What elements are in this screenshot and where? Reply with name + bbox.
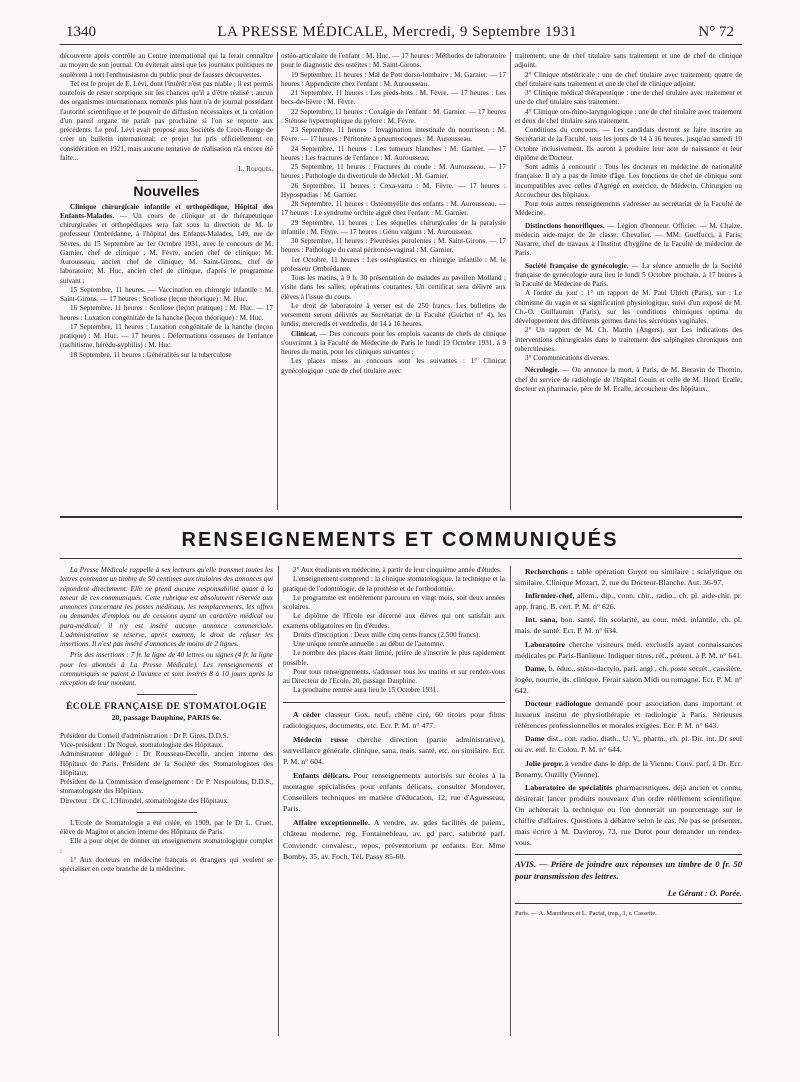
ad-body: allem., dip., conn. chir., radio., ch. pl. aide-chir. pr. app. franç. B. cert. P. M. n° 626. [515,591,742,612]
paragraph: Le nombre des places étant limité, prière de s'inscrire le plus rapidement possible. [283,649,505,667]
gerant-signature: Le Gérant : O. Porée. [515,888,742,903]
section-rule [60,516,742,518]
clinicat-heading: Clinicat. [291,329,318,338]
column-divider [510,566,511,1036]
schedule-item: 19 Septembre, 11 heures : Mal de Pott dorso-lombaire : M. Garnier. — 17 heures : Appendicite chez l'enfant : M. Aurousseau. [281,70,506,88]
paragraph: traitement; une de chef titulaire sans traitement et une de chef de clinique adjoint. [515,52,742,70]
top-column-3 [515,52,742,509]
ad-title: Affaire exceptionnelle. [293,818,370,828]
ecole-address: 20, passage Dauphine, PARIS 6e. [111,712,222,722]
paragraph: L'enseignement comprend : la clinique stomatologique, la technique et la pratique de l'odontologie, de la prothèse et de l'orthodontie. [283,575,505,593]
paragraph: Le diplôme de l'Ecole est décerné aux élèves qui ont satisfait aux examens obligatoires en fin d'études. [283,612,505,630]
divider [283,702,505,703]
paragraph: découverte après contrôle au Centre international qui la ferait connaître au moyen de son journal. On éviterait ainsi que les journaux politiques ne soulèvent à tort l'enthousiasme du public pour de fausses découvertes. [60,52,273,79]
ad-body: Pour renseignements autorisés sur écoles à la montagne spécialisées pour enfants délicats, consulter Mondover, Conseillers techniques en matière d'éducation, 12, rue d'Aguesseau, Paris. [283,770,505,814]
staff-entry: Président de la Commission d'enseignement : Dr P. Nespoulous, D.D.S., stomatologiste des Hôpitaux. [60,778,273,796]
paragraph: 3° Communications diverses. [525,354,610,362]
bottom-column-2 [283,566,505,1036]
schedule-item: 24 Septembre, 11 heures : Les tumeurs blanches : M. Garnier. — 17 heures : Les fractures de l'enfance : M. Aurousseau. [281,144,506,162]
paragraph: 2° Un rapport de M. Ch. Martin (Angers), sur Les indications des interventions chirurgicales dans le traitement des salpingites chroniques non tuberculeuses. [515,326,742,353]
ad-body: cherche direction (partie administrative), surveillance générale, clinique, sana, mais. santé, etc. ou similaire. Ecr. P. M. n° 604. [283,734,505,766]
paragraph: Elle a pour objet de donner un enseignement stomatologique complet : [60,837,273,855]
ad-title: Dame [525,734,545,744]
paragraph: La prochaine rentrée aura lieu le 15 Octobre 1931. [293,686,439,695]
paragraph: Pour tous renseignements, s'adresser tous les matins et sur rendez-vous au Directeur de l'Ecole, 20, passage Dauphine. [283,667,505,685]
necrologie-body: — On annonce la mort, à Paris, de M. Becavin de Thomin, chef du service de radiologie de l'hôpital Gouin et celle de M. Henri Ecalle, docteur en pharmacie, père de M. Ecalle, accoucheur des hôpitaux. [515,366,742,393]
ad-body: cherche visiteurs méd. exclusifs ayant connaissances médicales pr. Paris-Banlieue. Indiquer titres, réf., prétent. à P. M. n° 641. [515,639,742,660]
paragraph: Tel est le projet de E. Lévi, dont l'intérêt n'est pas niable ; il est permis toutefois de rester sceptique sur les chances qu'il a d'être réalisé ; aucun des organismes internationaux nommés plus haut n'a de journal possédant l'autorité scientifique et le pouvoir de diffusion nécessaires et la création d'un pareil organe ne paraît pas prochaine si l'on se reporte aux précédents. Le prof. Lévi avait proposé aux Sociétés de Croix-Rouge de créer un bulletin international; ce projet fut pris officiellement en considération en 1921, mais aucune tentative de réalisation n'a encore été faite... [60,79,273,162]
paragraph: Conditions du concours. — Les candidats devront se faire inscrire au Secrétariat de la Faculté, tous les jours de 14 à 16 heures, jusqu'au samedi 10 Octobre inclusivement. Ils auront à produire leur acte de naissance et leur diplôme de Docteur. [515,126,742,162]
ad-body: bon. santé, fin scolarité, au cour. méd. infantile, ch. pl. mais. de santé. Ecr. P. M. n° 634. [515,615,742,636]
distinctions-body: — Légion d'honneur. Officier. — M. Chaize, médecin aide-major de 2e classe. Chevalier. — MM. Guelfucci, à Paris; Navarre, chef de travaux à l'Institut d'hygiène de la Faculté de médecine de Paris. [515,221,742,258]
column-divider [278,566,279,1036]
divider [137,694,197,695]
ad-body: à vendre dans le dép. de la Vienne. Conv. parf. à Dr. Ecr. Bonamy, Ouzilly (Vienne). [515,758,742,779]
paragraph: Sont admis à concourir : Tous les docteurs en médecine de nationalité française. Il n'y a pas de limite d'âge. Les fonctions de chef de clinique sont incompatibles avec celles d'Agrégé en exercice, de Médecin, Chirurgien ou Accoucheur des hôpitaux. [515,163,742,199]
staff-entry: Vice-président : Dr Nogué, stomatologiste des Hôpitaux. [60,741,224,749]
distinctions-heading: Distinctions honorifiques. [525,221,605,230]
divider [137,812,197,813]
paragraph: 3° Clinique médical thérapeutique : une de chef titulaire avec traitement et une de chef titulaire sans traitement. [515,89,742,107]
ad-title: Docteur radiologue [525,699,592,709]
schedule-item: 26 Septembre, 11 heures : Coxa-varra : M. Fèvre. — 17 heures : Hypospadias : M. Garnier. [281,181,506,199]
staff-entry: Président du Conseil d'administration : Dr P. Gires, D.D.S. [60,731,229,740]
paragraph: Une unique rentrée annuelle : au début de l'automne. [293,640,445,648]
paragraph: L'Ecole de Stomatologie a été créée, en 1909, par le Dr L. Cruet, élève de Magitot et ancien interne des Hôpitaux de Paris. [60,818,273,836]
ad-title: Int. sana, [525,615,558,625]
author-signature: L. Rouquès. [238,165,273,173]
section-rule [60,558,742,559]
divider [137,180,197,181]
clinique-body: — Un cours de clinique et de thérapeutique chirurgicales et orthopédiques sera fait sous la direction de M. le professeur Ombrédanne, à l'hôpital des Enfants-Malades, 149, rue de Sèvres, du 15 Septembre au 1er Octobre 1931, avec le concours de M. Garnier, chef de clinique ; M. Fèvre, ancien chef de clinique; M. Aurousseau, ancien chef de clinique; M. Saint-Girons, chef de laboratoire; M. Huc, ancien chef de clinique, d'après le programme suivant : [60,211,273,285]
staff-entry: Administrateur délégué : Dr Rousseau-Decelle, ancien interne des Hôpitaux de Paris, Président de la Société des Stomatologistes des Hôpitaux. [60,750,273,777]
staff-entry: Directeur : Dr C. L'Hirondel, stomatologiste des Hôpitaux. [60,796,229,805]
ad-title: Médecin russe [293,734,348,744]
issue-number: N° 72 [698,24,734,40]
paragraph: 2° Aux étudiants en médecine, à partir de leur cinquième année d'études. [293,566,502,574]
ad-body: demandé pour association dans important et luxueux institut de physiothérapie et radiologie à Paris. Sérieuses références professionnelles et morales exigées. Ecr. P. M. n° 643. [515,699,742,731]
ad-title: Laboratoire de spécialités [525,782,613,792]
schedule-item: 30 Septembre, 11 heures : Pleurésies purulentes : M. Saint-Girons. — 17 heures : Pathologie du canal péritonéo-vaginal : M. Garnier. [281,237,506,255]
schedule-item: 18 Septembre, 11 heures : Généralités sur la tuberculose [70,350,232,359]
schedule-item: 29 Septembre, 11 heures : Les séquelles chirurgicales de la paralysie infantile : M. Fèvre. — 17 heures : Génu valgum : M. Aurousseau. [281,218,506,236]
necrologie-heading: Nécrologie. [525,366,560,375]
ad-body: classeur Gox, neuf, chêne ciré, 60 tiroirs pour films radiologiques, documents, etc. Ecr. P. M. n° 477. [283,709,505,730]
schedule-item: 23 Septembre, 11 heures : Invagination intestinale du nourrisson : M. Fèvre. — 17 heures : Péritonite à pneumocoques : M. Aurousseau. [281,126,506,144]
printer-imprint: Paris. — A. Maretheux et L. Pactat, imp., 1, r. Cassette. [515,909,657,917]
gyneco-body: — La séance annuelle de la Société française de gynécologie aura lieu le lundi 5 Octobre prochain, à 17 heures à la Faculté de Médecine de Paris. [515,261,742,288]
header-rule [60,44,742,45]
paragraph: Le programme est entièrement parcouru en vingt mois, soit deux années scolaires. [283,593,505,611]
ad-title: Dame, [525,663,547,673]
schedule-item: 15 Septembre, 11 heures. — Vaccination en chirurgie infantile : M. Saint-Girons. — 17 heures : Scoliose (leçon théorique) : M. Huc. [60,285,273,303]
paragraph: Pour tous autres renseignements s'adresser au secrétariat de la Faculté de Médecine. [515,200,742,218]
schedule-item: 25 Septembre, 11 heures : Fractures du coude : M. Aurousseau. — 17 heures : Pathologie du diverticule de Meckel : M. Garnier. [281,163,506,181]
top-column-2 [281,52,506,509]
bottom-column-3 [515,566,742,1036]
paragraph: Le droit de laboratoire à verser est de 250 francs. Les bulletins de versement seront délivrés au Secrétariat de la Faculté (Guichet n° 4), les lundis, mercredis et vendredis, de 14 à 16 heures. [281,301,506,329]
page-header [66,24,734,41]
intro-notice: La Presse Médicale rappelle à ses lecteurs qu'elle transmet toutes les lettres contenant un timbre de 50 centimes aux titulaires des annonces qui répondent directement. Elle ne prend aucune responsabilité quant à la teneur de ces communiqués. Cette rubrique est absolument réservée aux annonces concernant les postes médicaux, les remplacements, les offres ou demandes d'emplois ou de cessions ayant un caractère médical ou para-médical; il n'y est inséré aucune annonce commerciale. L'administration se réserve, après examen, le droit de refuser les insertions. Il n'est pas inséré d'annonces de moins de 2 lignes. [60,566,273,648]
paragraph: 2° Clinique obstétricale : une de chef titulaire avec traitement; quatre de chef titulaire sans traitement et une de chef de clinique adjoint. [515,70,742,88]
top-column-1 [60,52,273,509]
column-divider [510,52,511,510]
avis-notice: AVIS. — Prière de joindre aux réponses un timbre de 0 fr. 50 pour transmission des lettres. [515,854,742,882]
schedule-item: 22 Septembre, 11 heures : Coxalgie de l'enfant : M. Garnier. — 17 heures : Sténose hypertrophique du pylore : M. Fèvre. [281,107,506,125]
ad-title: Enfants délicats. [293,770,350,780]
schedule-item: 17 Septembre, 11 heures : Luxation congénitale de la hanche (leçon pratique) : M. Huc. — 17 heures : Déformations osseuses de l'enfance (rachitisme, hérédo-syphilis) : M. Huc. [60,322,273,350]
paragraph: A l'ordre du jour : 1° un rapport de M. Paul Ulrich (Paris), sur : Le chimisme du vagin et sa signification physiologique, suivi d'un exposé de M. Ch.-O. Guillaumin (Paris), sur les conditions chimiques optima du développement des différents germes dans les sécrétions vaginales. [515,289,742,325]
renseignements-heading: RENSEIGNEMENTS ET COMMUNIQUÉS [181,529,619,551]
paragraph: Tous les matins, à 9 h. 30 présentation de malades au pavillon Molland ; visite dans les salles; opérations courantes. Un certificat sera délivré aux élèves à l'issue du cours. [281,274,506,301]
schedule-item: ostéo-articulaire de l'enfant : M. Huc. — 17 heures : Méthodes de laboratoire pour le diagnostic des ostéites : M. Saint-Girons. [281,52,506,70]
bottom-column-1 [60,566,273,1036]
journal-title: LA PRESSE MÉDICALE, Mercredi, 9 Septembre 1931 [217,24,578,40]
ad-body: pharmaceutiques, déjà ancien et connu, désirerait lancer produits nouveaux d'un ordre rééllement scientifique. On achèterait la technique ou l'on donnerait un pourcentage sur le chiffre d'affaires. Questions à débattre selon le cas. Ne pas se présenter, mais écrire à M. Davinroy, 73, rue Dutot pour demander un rendez-vous. [515,782,742,848]
paragraph: 1° Aux docteurs en médecine français et étrangers qui veulent se spécialiser en cette branche de la médecine. [60,855,273,873]
gyneco-heading: Société française de gynécologie. [525,261,629,270]
paragraph: Droits d'inscription : Deux mille cinq cents francs (2.500 francs). [293,630,481,639]
ad-body: A vendre, av. gdes facilités de paiem., château moderne, rég. Fontainebleau, av. gd parc, salubrité parf. Conviendr. convalesc., repos, préventorium pr enfants. Ecr. Mme Bomby, 35, av. Foch. Tél. Passy 85-60. [283,818,505,861]
nouvelles-heading: Nouvelles [133,183,200,200]
ad-body: table opération Guyot ou similaire ; scialytique ou similaire. Clinique Mozart, 2, rue du Docteur-Blanche. Aut. 36-97. [515,567,742,588]
schedule-item: 21 Septembre, 11 heures : Les pieds-bots : M. Fèvre. — 17 heures : Les becs-de-lièvre : M. Fèvre. [281,89,506,107]
paragraph: Les places mises au concours sont les suivantes : 1° Clinicat gynécologique : une de chef titulaire avec [281,357,506,375]
page-number: 1340 [66,24,96,40]
schedule-item: 1er Octobre, 11 heures : Les ostéoplastics en chirurgie infantile : M. le professeur Ombrédanne. [281,255,506,273]
ad-title: Recherchons : [525,567,574,576]
paragraph: 4° Clinique oto-rhino-laryngologique : une de chef titulaire avec traitement et deux de chef titulaire sans traitement. [515,107,742,125]
ad-body: b. éduc., sténo-dactylo, parl. angl., ch. poste secrét., caissière, logée, nourrie, ds. clinique. Ferait saison Midi ou romagne. Ecr. P. M. n° 642. [515,663,742,695]
column-divider [277,52,278,510]
schedule-item: 16 Septembre, 11 heures : Scoliose (leçon pratique) : M. Huc. — 17 heures : Luxation congénitale de la hanche (leçon théorique) : M. Huc. [60,304,273,322]
clinique-heading: Clinique chirurgicale infantile et orthopédique, Hôpital des Enfants-Malades. [60,202,273,220]
ad-body: dist., con. radio, diath., U. V., pharm., ch. pl. Dir. int. Dr seul ou av. enf. Ir. Colon. P. M. n° 644. [515,734,742,755]
schedule-item: 28 Septembre, 11 heures : Ostéomyélite des enfants : M. Aurousseau. — 17 heures : Le syndrome orchite aiguë chez l'enfant : M. Garnier. [281,200,506,218]
ecole-title: ÉCOLE FRANÇAISE DE STOMATOLOGIE [66,702,267,713]
ad-title: Laboratoire [525,639,566,649]
clinicat-body: — Des concours pour les emplois vacants de chefs de clinique s'ouvriront à la Faculté de Médecine de Paris le lundi 19 Octobre 1931, à 9 heures du matin, pour les cliniques suivantes : [281,329,506,356]
ad-title: Infirmier-chef, [525,591,575,601]
insertion-prices: Prix des insertions : 7 fr. la ligne de 40 lettres ou signes (4 fr. la ligne pour les abonnés à La Presse Médicale). Les renseignements et communiqués se paient à l'avance et sont insérés 8 à 10 jours après la réception de leur montant. [60,651,273,687]
ad-title: Jolie propr. [525,758,564,768]
ad-title: A céder [293,709,321,719]
